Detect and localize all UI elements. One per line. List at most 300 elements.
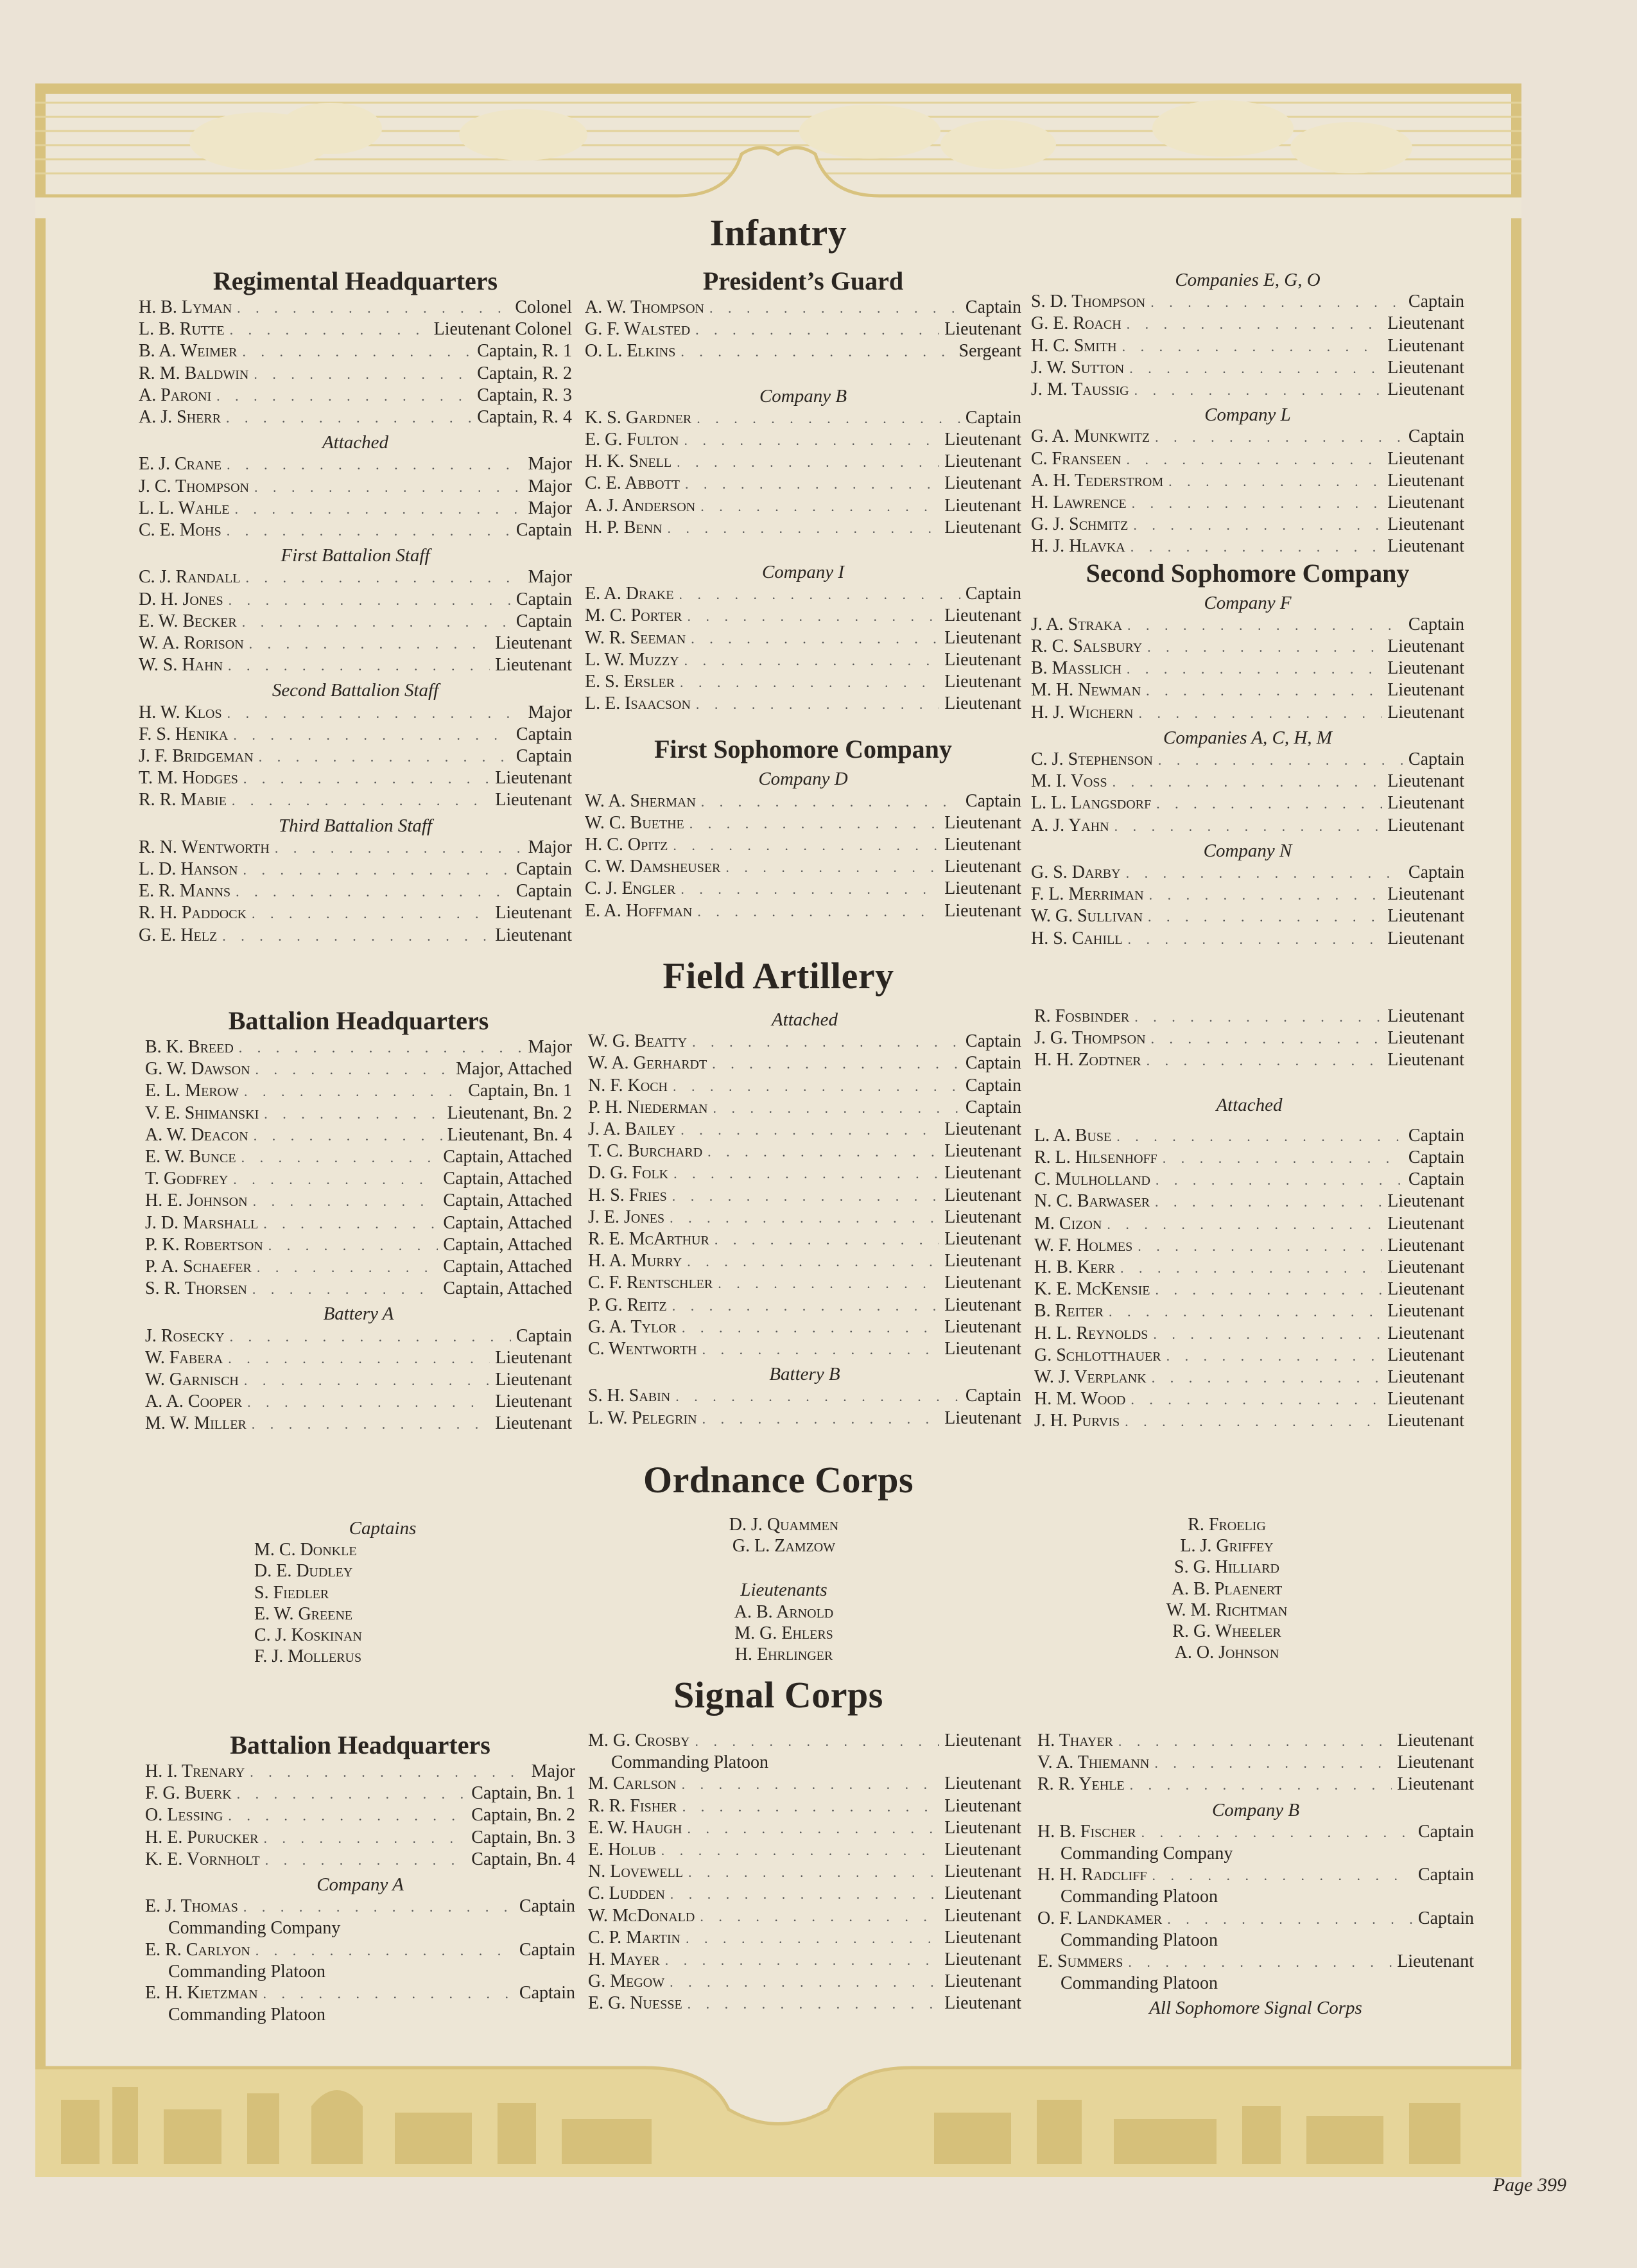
name-entry: R. G. Wheeler <box>1172 1621 1281 1642</box>
roster-row <box>1031 658 1464 679</box>
roster-row <box>1034 1257 1464 1278</box>
officer-rank: Captain, R. 4 <box>477 407 572 428</box>
officer-name: T. C. Burchard <box>588 1141 703 1162</box>
officer-name: R. H. Paddock <box>139 903 247 923</box>
leader-dots <box>264 1103 442 1124</box>
leader-dots <box>680 341 953 362</box>
roster-row <box>1037 1951 1474 1973</box>
officer-name: E. W. Becker <box>139 611 237 631</box>
leader-dots <box>1153 1323 1382 1345</box>
leader-dots <box>226 407 472 428</box>
roster-row <box>1031 492 1464 514</box>
officer-rank: Lieutenant <box>495 633 572 654</box>
officer-name: J. M. Taussig <box>1031 379 1129 400</box>
field-artillery-column-3 <box>1034 1006 1464 1433</box>
role-note: Commanding Platoon <box>168 2005 325 2025</box>
leader-dots <box>673 1076 960 1097</box>
leader-dots <box>1130 536 1383 557</box>
spacer <box>585 539 1021 558</box>
group-label: All Sophomore Signal Corps <box>1149 1998 1362 2019</box>
roster-row <box>588 1207 1021 1228</box>
leader-dots <box>1148 906 1382 927</box>
officer-name: A. J. Yahn <box>1031 815 1109 835</box>
officer-name: W. A. Rorison <box>139 633 244 654</box>
roster-row <box>585 517 1021 539</box>
leader-dots <box>718 1273 939 1294</box>
officer-rank: Lieutenant <box>944 1795 1021 1816</box>
leader-dots <box>232 790 490 811</box>
roster-row <box>588 1385 1021 1407</box>
role-note: Commanding Platoon <box>611 1752 768 1773</box>
officer-name: B. Masslich <box>1031 658 1122 679</box>
officer-name: B. Reiter <box>1034 1301 1104 1322</box>
name-entry: C. J. Koskinan <box>254 1625 362 1646</box>
roster-row <box>1034 1323 1464 1345</box>
leader-dots <box>707 1141 939 1162</box>
group-label: Attached <box>322 432 389 453</box>
roster-row <box>1034 1388 1464 1410</box>
officer-rank: Captain, Bn. 4 <box>471 1849 575 1869</box>
leader-dots <box>1128 1951 1392 1973</box>
roster-row <box>145 1124 572 1146</box>
roster-row <box>1037 1864 1474 1886</box>
leader-dots <box>237 1783 467 1804</box>
officer-rank: Major <box>528 454 572 475</box>
leader-dots <box>679 584 960 605</box>
officer-rank: Lieutenant <box>495 768 572 789</box>
officer-rank: Captain <box>515 881 572 902</box>
leader-dots <box>1125 1411 1382 1432</box>
officer-name: C. F. Rentschler <box>588 1273 713 1293</box>
officer-name: F. S. Henika <box>139 724 229 744</box>
roster-row <box>1031 514 1464 536</box>
roster-row <box>145 1036 572 1058</box>
roster-row <box>1034 1006 1464 1027</box>
roster-row <box>585 834 1021 856</box>
roster-row <box>145 1146 572 1168</box>
spacer <box>1034 1072 1464 1091</box>
leader-dots <box>228 655 490 676</box>
leader-dots <box>236 881 511 902</box>
officer-rank: Captain, R. 1 <box>477 341 572 362</box>
officer-rank: Captain <box>515 520 572 541</box>
officer-name: H. B. Kerr <box>1034 1257 1116 1278</box>
officer-rank: Captain <box>519 1983 575 2003</box>
officer-rank: Lieutenant <box>944 1339 1021 1359</box>
officer-name: L. L. Wahle <box>139 498 230 518</box>
leader-dots <box>1129 358 1382 379</box>
roster-row <box>588 1993 1021 2014</box>
officer-name: S. R. Thorsen <box>145 1278 247 1299</box>
officer-rank: Lieutenant <box>944 857 1021 877</box>
field-artillery-column-2 <box>588 1006 1021 1429</box>
roster-row <box>139 837 572 859</box>
officer-name: H. B. Lyman <box>139 297 232 317</box>
leader-dots <box>252 1413 490 1435</box>
officer-name: L. B. Rutte <box>139 319 225 340</box>
leader-dots <box>229 589 511 611</box>
officer-rank: Lieutenant <box>495 903 572 923</box>
roster-row <box>588 1839 1021 1861</box>
roster-row <box>145 1413 572 1435</box>
name-entry: R. Froelig <box>1188 1515 1266 1535</box>
leader-dots <box>1150 292 1403 313</box>
officer-name: R. N. Wentworth <box>139 837 270 857</box>
officer-rank: Lieutenant <box>944 1971 1021 1992</box>
officer-name: A. W. Thompson <box>585 297 704 317</box>
officer-name: R. L. Hilsenhoff <box>1034 1147 1157 1168</box>
leader-dots <box>230 1326 511 1347</box>
group-label: First Battalion Staff <box>281 545 430 566</box>
leader-dots <box>243 1896 514 1917</box>
officer-rank: Lieutenant, Bn. 4 <box>447 1124 572 1145</box>
officer-rank: Captain <box>965 1053 1021 1074</box>
officer-rank: Lieutenant <box>944 1141 1021 1162</box>
officer-rank: Lieutenant <box>944 835 1021 855</box>
officer-rank: Lieutenant <box>1387 448 1464 469</box>
spacer <box>585 715 1021 734</box>
officer-rank: Lieutenant <box>495 925 572 945</box>
officer-rank: Major <box>531 1761 575 1781</box>
leader-dots <box>688 606 940 627</box>
name-entry: W. M. Richtman <box>1166 1600 1288 1620</box>
leader-dots <box>254 476 523 498</box>
roster-row <box>1031 357 1464 379</box>
officer-rank: Sergeant <box>958 341 1021 362</box>
roster-row <box>1034 1027 1464 1049</box>
officer-rank: Major <box>528 567 572 588</box>
officer-rank: Captain, Bn. 2 <box>471 1805 575 1826</box>
officer-name: T. M. Hodges <box>139 768 238 789</box>
name-entry: M. C. Donkle <box>254 1540 357 1560</box>
officer-rank: Captain <box>965 1031 1021 1052</box>
officer-name: L. W. Muzzy <box>585 649 679 670</box>
leader-dots <box>1156 1169 1403 1191</box>
officer-name: J. C. Thompson <box>139 476 249 496</box>
roster-row <box>588 1228 1021 1250</box>
roster-row <box>145 1190 572 1212</box>
name-entry: A. O. Johnson <box>1174 1643 1279 1663</box>
ordnance-column-1 <box>254 1514 511 1667</box>
officer-name: C. E. Mohs <box>139 520 221 541</box>
roster-row <box>145 1939 575 1961</box>
officer-name: J. F. Bridgeman <box>139 746 254 767</box>
leader-dots <box>701 791 960 812</box>
leader-dots <box>227 520 511 541</box>
officer-rank: Lieutenant <box>1387 1279 1464 1300</box>
officer-rank: Captain <box>515 859 572 880</box>
leader-dots <box>684 650 940 671</box>
roster-row <box>1037 1730 1474 1752</box>
roster-row <box>1034 1049 1464 1071</box>
roster-row <box>145 1212 572 1234</box>
leader-dots <box>252 903 490 924</box>
roster-row <box>585 605 1021 627</box>
roster-row <box>588 1031 1021 1052</box>
leader-dots <box>687 1818 939 1839</box>
leader-dots <box>1146 680 1382 701</box>
leader-dots <box>263 1827 466 1849</box>
officer-rank: Captain, Attached <box>443 1257 572 1277</box>
roster-row <box>1031 426 1464 448</box>
leader-dots <box>1147 636 1382 658</box>
roster-row <box>585 856 1021 878</box>
roster-row <box>139 702 572 724</box>
leader-dots <box>1156 793 1382 814</box>
roster-row <box>145 1080 572 1102</box>
officer-rank: Colonel <box>515 297 572 317</box>
name-entry: G. L. Zamzow <box>732 1536 836 1557</box>
leader-dots <box>222 925 490 946</box>
roster-row <box>139 340 572 362</box>
roster-row <box>139 746 572 767</box>
spacer <box>585 363 1021 382</box>
roster-row <box>145 1761 575 1783</box>
officer-rank: Lieutenant <box>944 1251 1021 1271</box>
officer-name: H. K. Snell <box>585 451 672 472</box>
officer-rank: Captain <box>965 584 1021 604</box>
officer-name: C. J. Randall <box>139 567 241 588</box>
roster-row <box>1031 928 1464 950</box>
ordnance-column-3 <box>1098 1514 1355 1663</box>
officer-name: C. J. Engler <box>585 878 676 899</box>
officer-rank: Lieutenant <box>1387 1257 1464 1278</box>
officer-rank: Captain <box>1408 749 1464 770</box>
roster-row <box>588 1817 1021 1839</box>
officer-rank: Lieutenant <box>1397 1731 1474 1750</box>
leader-dots <box>667 518 939 539</box>
roster-row <box>1031 448 1464 470</box>
officer-name: O. F. Landkamer <box>1037 1908 1163 1928</box>
leader-dots <box>263 1213 438 1234</box>
officer-name: C. Ludden <box>588 1883 665 1904</box>
officer-rank: Major <box>528 1037 572 1057</box>
officer-rank: Major <box>528 476 572 496</box>
officer-rank: Lieutenant <box>944 1883 1021 1904</box>
roster-row <box>1037 1774 1474 1795</box>
infantry-column-2 <box>585 266 1021 922</box>
roster-row <box>585 583 1021 605</box>
leader-dots <box>682 1796 940 1817</box>
officer-rank: Lieutenant <box>944 1229 1021 1250</box>
roster-row <box>588 1795 1021 1817</box>
officer-name: E. Summers <box>1037 1951 1123 1972</box>
leader-dots <box>712 1053 960 1074</box>
roster-row <box>588 1730 1021 1752</box>
officer-name: E. A. Hoffman <box>585 900 693 921</box>
leader-dots <box>1151 1028 1383 1049</box>
roster-row <box>588 1295 1021 1316</box>
group-label: Third Battalion Staff <box>278 815 432 836</box>
officer-rank: Lieutenant <box>944 812 1021 833</box>
officer-name: C. Wentworth <box>588 1339 697 1359</box>
leader-dots <box>1155 1279 1382 1300</box>
officer-rank: Lieutenant <box>944 430 1021 450</box>
roster-row <box>588 1971 1021 1993</box>
roster-row <box>585 297 1021 318</box>
subsection-heading: Battalion Headquarters <box>230 1731 490 1759</box>
leader-dots <box>696 693 939 715</box>
officer-rank: Lieutenant <box>944 878 1021 899</box>
officer-name: E. J. Thomas <box>145 1896 238 1917</box>
officer-rank: Lieutenant <box>1387 1411 1464 1431</box>
roster-row <box>139 859 572 880</box>
officer-name: W. Garnisch <box>145 1370 239 1390</box>
officer-rank: Lieutenant <box>1387 514 1464 535</box>
group-label: Companies E, G, O <box>1175 270 1321 290</box>
roster-row <box>588 1140 1021 1162</box>
roster-row <box>588 1272 1021 1294</box>
roster-row <box>585 429 1021 451</box>
officer-rank: Lieutenant <box>1387 793 1464 814</box>
officer-name: W. Fabera <box>145 1347 223 1368</box>
leader-dots <box>1122 336 1383 357</box>
name-entry: S. G. Hilliard <box>1174 1557 1279 1578</box>
officer-rank: Lieutenant <box>1387 771 1464 792</box>
leader-dots <box>1127 615 1403 636</box>
group-label: Lieutenants <box>740 1580 827 1601</box>
officer-rank: Lieutenant <box>1387 1345 1464 1365</box>
officer-rank: Lieutenant <box>944 1817 1021 1838</box>
officer-name: N. C. Barwaser <box>1034 1191 1150 1212</box>
officer-rank: Lieutenant <box>1387 379 1464 400</box>
roster-row <box>1037 1908 1474 1930</box>
leader-dots <box>673 1163 939 1184</box>
roster-row <box>1037 1752 1474 1774</box>
officer-name: S. H. Sabin <box>588 1386 671 1406</box>
roster-row <box>139 318 572 340</box>
roster-row <box>588 1883 1021 1905</box>
officer-rank: Lieutenant <box>1387 335 1464 356</box>
officer-name: R. R. Yehle <box>1037 1774 1125 1795</box>
officer-name: C. E. Abbott <box>585 473 680 494</box>
leader-dots <box>233 1169 438 1190</box>
roster-row <box>1034 1147 1464 1169</box>
leader-dots <box>1155 1191 1382 1212</box>
leader-dots <box>680 1119 939 1140</box>
group-label: Attached <box>771 1009 838 1030</box>
roster-row <box>1031 313 1464 335</box>
spacer <box>655 1557 912 1576</box>
officer-name: E. S. Ersler <box>585 672 675 692</box>
leader-dots <box>680 672 939 693</box>
roster-row <box>145 1234 572 1256</box>
officer-rank: Lieutenant <box>944 1840 1021 1860</box>
leader-dots <box>243 768 490 789</box>
officer-rank: Lieutenant <box>944 1927 1021 1948</box>
officer-rank: Lieutenant <box>495 1391 572 1412</box>
officer-rank: Lieutenant <box>944 1905 1021 1926</box>
roster-row <box>139 406 572 428</box>
leader-dots <box>702 1408 940 1429</box>
officer-name: R. C. Salsbury <box>1031 636 1143 657</box>
leader-dots <box>243 341 472 362</box>
roster-content <box>46 94 1511 2167</box>
leader-dots <box>682 1317 939 1338</box>
officer-rank: Captain <box>515 1325 572 1346</box>
roster-row <box>1031 679 1464 701</box>
infantry-title: Infantry <box>709 212 847 254</box>
leader-dots <box>1154 1752 1392 1774</box>
officer-rank: Lieutenant <box>944 495 1021 516</box>
roster-row <box>585 671 1021 693</box>
roster-row <box>585 790 1021 812</box>
officer-name: K. E. Vornholt <box>145 1849 260 1869</box>
name-entry: E. W. Greene <box>254 1603 353 1624</box>
officer-name: E. W. Bunce <box>145 1147 236 1167</box>
officer-rank: Lieutenant <box>1387 1050 1464 1070</box>
leader-dots <box>1152 1865 1412 1886</box>
field-artillery-title: Field Artillery <box>663 955 894 997</box>
leader-dots <box>250 1761 526 1783</box>
officer-rank: Lieutenant <box>1387 1213 1464 1234</box>
subsection-heading: Second Sophomore Company <box>1086 558 1410 588</box>
officer-name: O. L. Elkins <box>585 341 676 362</box>
leader-dots <box>247 1391 490 1413</box>
field-artillery-column-1 <box>145 1006 572 1435</box>
roster-row <box>588 1338 1021 1360</box>
leader-dots <box>715 1229 939 1250</box>
officer-rank: Captain, R. 2 <box>477 363 572 383</box>
leader-dots <box>670 1207 939 1228</box>
roster-row <box>588 1097 1021 1119</box>
roster-row <box>139 767 572 789</box>
officer-name: J. E. Jones <box>588 1207 665 1227</box>
roster-row <box>1031 884 1464 905</box>
officer-name: R. M. Baldwin <box>139 363 249 383</box>
officer-name: B. A. Weimer <box>139 341 238 362</box>
officer-rank: Lieutenant <box>1387 1235 1464 1255</box>
leader-dots <box>268 1235 438 1256</box>
roster-row <box>145 1783 575 1804</box>
officer-rank: Major <box>528 837 572 857</box>
officer-rank: Lieutenant <box>1387 1301 1464 1322</box>
subsection-heading: President’s Guard <box>702 266 904 295</box>
officer-name: H. Lawrence <box>1031 493 1127 513</box>
officer-name: C. Mulholland <box>1034 1169 1150 1190</box>
officer-name: A. H. Tederstrom <box>1031 470 1164 491</box>
roster-row <box>1034 1191 1464 1212</box>
leader-dots <box>725 857 939 878</box>
officer-name: G. Schlotthauer <box>1034 1345 1161 1365</box>
officer-rank: Lieutenant <box>495 655 572 676</box>
officer-name: W. G. Sullivan <box>1031 906 1143 927</box>
officer-name: H. S. Fries <box>588 1185 667 1205</box>
officer-name: E. Holub <box>588 1840 656 1860</box>
leader-dots <box>1127 929 1382 950</box>
officer-name: C. Franseen <box>1031 448 1122 469</box>
leader-dots <box>665 1950 940 1971</box>
role-note: Commanding Company <box>1061 1844 1233 1864</box>
leader-dots <box>700 496 939 517</box>
roster-row <box>585 451 1021 473</box>
infantry-column-3 <box>1031 266 1464 950</box>
officer-rank: Lieutenant <box>944 1119 1021 1140</box>
roster-row <box>145 1278 572 1300</box>
officer-rank: Lieutenant <box>1387 658 1464 679</box>
leader-dots <box>688 1993 940 2014</box>
leader-dots <box>686 1928 939 1949</box>
officer-name: A. W. Deacon <box>145 1124 248 1145</box>
roster-row <box>139 297 572 318</box>
leader-dots <box>700 1906 939 1927</box>
leader-dots <box>1132 493 1383 514</box>
roster-row <box>139 385 572 406</box>
leader-dots <box>1127 658 1382 679</box>
roster-row <box>1031 815 1464 837</box>
name-entry: D. E. Dudley <box>254 1561 353 1582</box>
name-entry: F. J. Mollerus <box>254 1646 362 1667</box>
